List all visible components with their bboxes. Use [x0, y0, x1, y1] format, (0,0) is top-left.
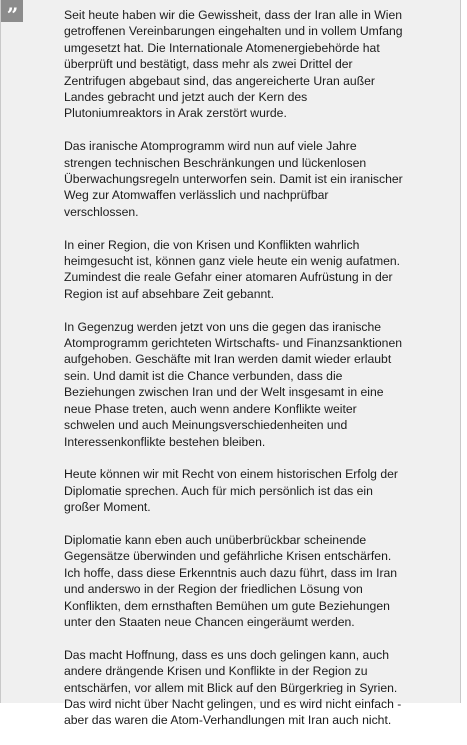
quote-paragraph: In Gegenzug werden jetzt von uns die gegen das iranische Atomprogramm gerichteten Wirtschafts- und Finanzsanktionen aufgehoben. Geschäfte mit Iran werden damit wieder erlaubt sein. Und damit ist die Chance verbunden, dass die Beziehungen zwischen Iran und der Welt insgesamt in eine neue Phase treten, auch wenn andere Konflikte weiter schwelen und auch Meinungsverschiedenheiten und Interessenkonflikte bestehen bleiben. [64, 319, 403, 449]
quote-paragraph: Diplomatie kann eben auch unüberbrückbar scheinende Gegensätze überwinden und gefährliche Krisen entschärfen. Ich hoffe, dass diese Erkenntnis auch dazu führt, dass im Iran und anderswo in der Region der friedlichen Lösung von Konflikten, dem ernsthaften Bemühen um gute Beziehungen unter den Staaten neue Chancen eingeräumt werden. [64, 532, 398, 629]
quotation-mark-icon: ” [1, 0, 23, 22]
quote-paragraph: In einer Region, die von Krisen und Konflikten wahrlich heimgesucht ist, können ganz viele heute ein wenig aufatmen. Zumindest die reale Gefahr einer atomaren Aufrüstung in der Region ist auf absehbare Zeit gebannt. [64, 237, 401, 301]
quote-paragraph: Das macht Hoffnung, dass es uns doch gelingen kann, auch andere drängende Krisen und Konflikte in der Region zu entschärfen, vor allem mit Blick auf den Bürgerkrieg in Syrien. Das wird nicht über Nacht gelingen, und es wird nicht einfach - aber das waren die Atom-Verhandlungen mit Iran auch nicht. [64, 647, 402, 728]
quote-paragraph: Heute können wir mit Recht von einem historischen Erfolg der Diplomatie sprechen. Auch für mich persönlich ist das ein großer Moment. [64, 467, 398, 515]
quote-text [64, 7, 404, 745]
quote-paragraph: Seit heute haben wir die Gewissheit, dass der Iran alle in Wien getroffenen Vereinbarungen eingehalten und in vollem Umfang umgesetzt hat. Die Internationale Atomenergiebehörde hat überprüft und bestätigt, dass mehr als zwei Drittel der Zentrifugen abgebaut sind, das angereicherte Uran außer Landes gebracht und jetzt auch der Kern des Plutoniumreaktors in Arak zerstört wurde. [64, 8, 403, 121]
quote-paragraph: Das iranische Atomprogramm wird nun auf viele Jahre strengen technischen Beschränkungen und lückenlosen Überwachungsregeln unterworfen sein. Damit ist ein iranischer Weg zur Atomwaffen verlässlich und nachprüfbar verschlossen. [64, 139, 403, 219]
